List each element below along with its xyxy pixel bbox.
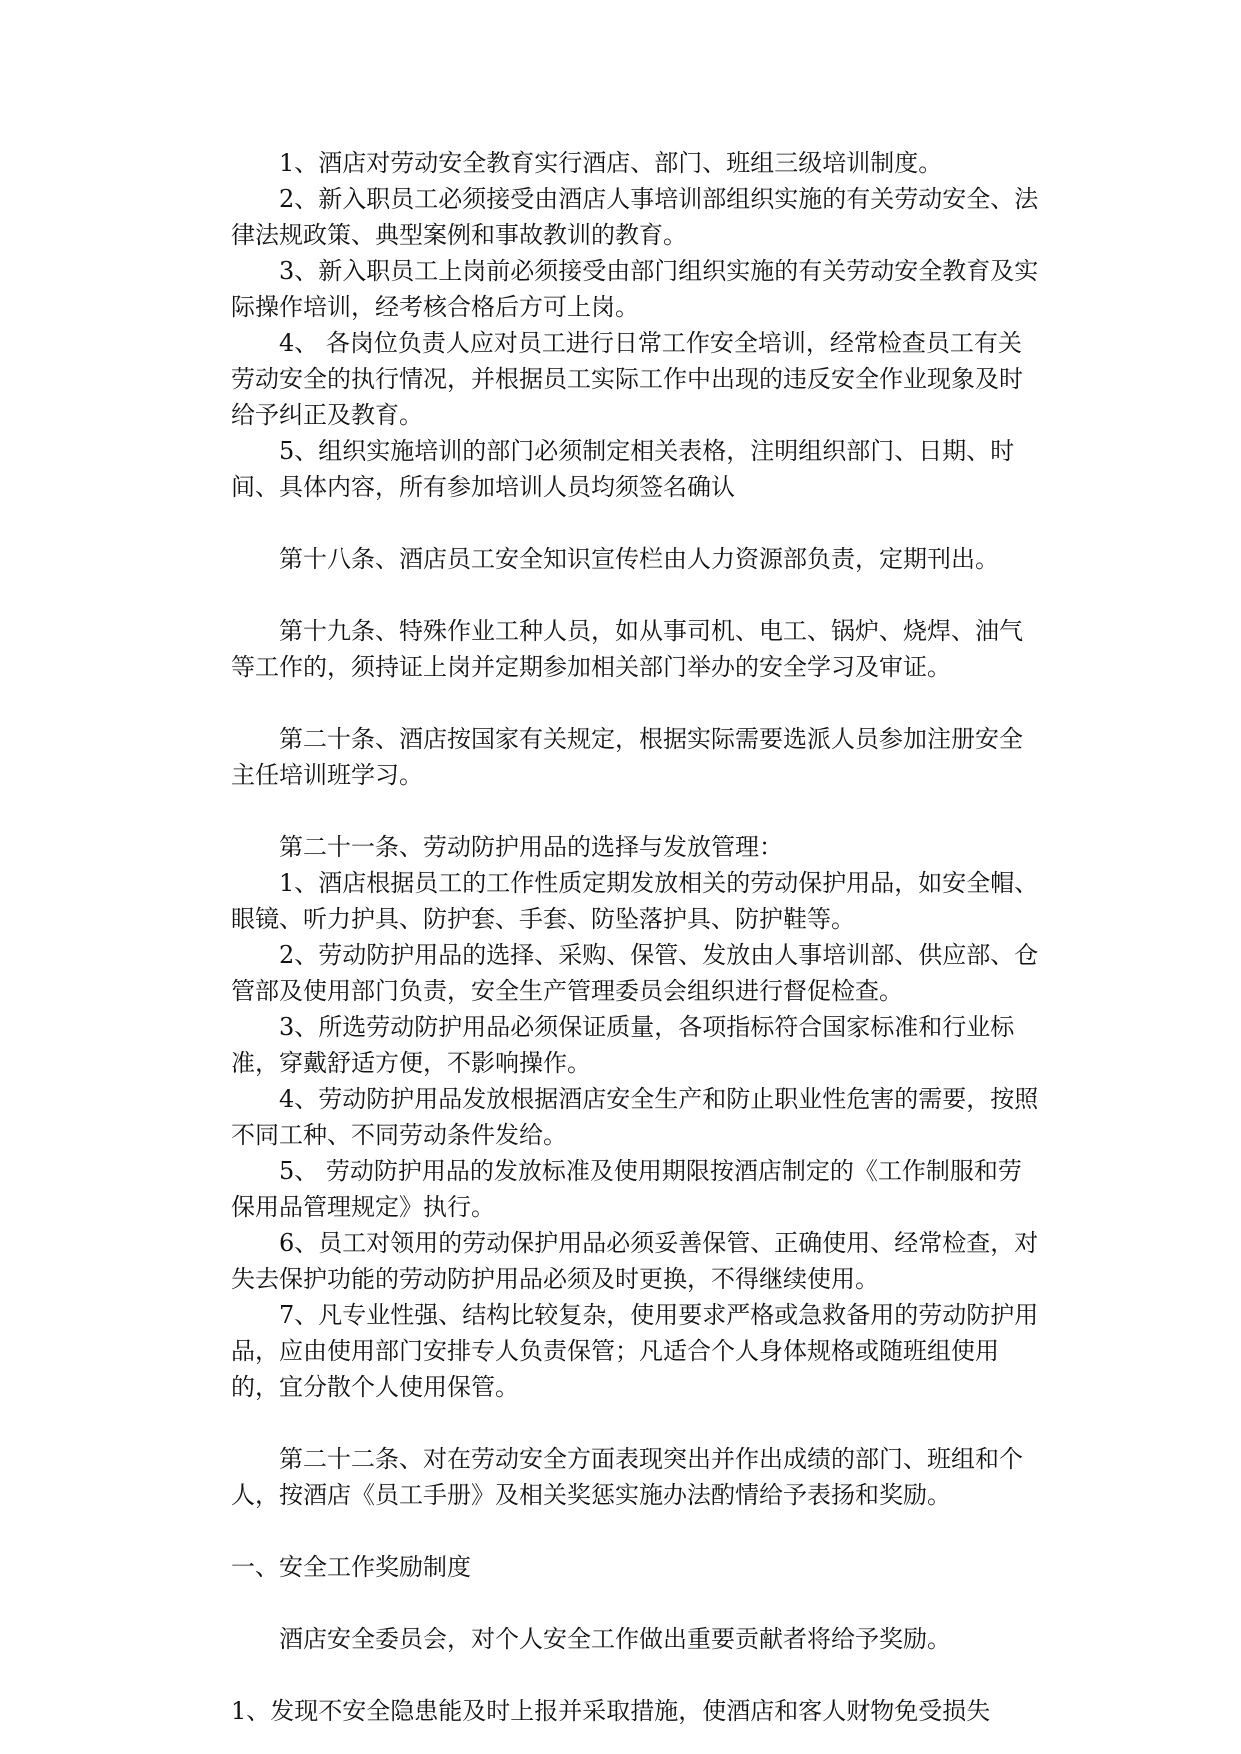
paragraph: 第二十条、酒店按国家有关规定，根据实际需要选派人员参加注册安全主任培训班学习。 (231, 725, 1023, 789)
paragraph: 第二十二条、对在劳动安全方面表现突出并作出成绩的部门、班组和个人，按酒店《员工手册》及相关奖惩实施办法酌情给予表扬和奖励。 (231, 1445, 1023, 1509)
paragraph: 1、发现不安全隐患能及时上报并采取措施，使酒店和客人财物免受损失 (231, 1697, 991, 1725)
document-body (231, 145, 1041, 1729)
paragraph-spacer (231, 505, 1041, 541)
paragraph-spacer (231, 793, 1041, 829)
paragraph: 第十八条、酒店员工安全知识宣传栏由人力资源部负责，定期刊出。 (279, 545, 999, 573)
paragraph: 1、酒店根据员工的工作性质定期发放相关的劳动保护用品，如安全帽、眼镜、听力护具、防护套、手套、防坠落护具、防护鞋等。 (231, 869, 1039, 933)
paragraph-spacer (231, 577, 1041, 613)
paragraph: 5、组织实施培训的部门必须制定相关表格，注明组织部门、日期、时间、具体内容，所有参加培训人员均须签名确认 (231, 437, 1015, 501)
paragraph: 4、 各岗位负责人应对员工进行日常工作安全培训，经常检查员工有关劳动安全的执行情况，并根据员工实际工作中出现的违反安全作业现象及时给予纠正及教育。 (231, 329, 1023, 429)
paragraph-spacer (231, 1585, 1041, 1621)
paragraph-spacer (231, 685, 1041, 721)
paragraph-spacer (231, 1513, 1041, 1549)
paragraph: 4、劳动防护用品发放根据酒店安全生产和防止职业性危害的需要，按照不同工种、不同劳动条件发给。 (231, 1085, 1039, 1149)
paragraph: 一、安全工作奖励制度 (231, 1553, 471, 1581)
paragraph-spacer (231, 1657, 1041, 1693)
paragraph: 3、新入职员工上岗前必须接受由部门组织实施的有关劳动安全教育及实际操作培训，经考核合格后方可上岗。 (231, 257, 1039, 321)
paragraph: 2、新入职员工必须接受由酒店人事培训部组织实施的有关劳动安全、法律法规政策、典型案例和事故教训的教育。 (231, 185, 1039, 249)
paragraph: 第二十一条、劳动防护用品的选择与发放管理： (279, 833, 783, 861)
paragraph-spacer (231, 1405, 1041, 1441)
paragraph: 7、凡专业性强、结构比较复杂，使用要求严格或急救备用的劳动防护用品，应由使用部门安排专人负责保管；凡适合个人身体规格或随班组使用的，宜分散个人使用保管。 (231, 1301, 1039, 1401)
paragraph: 6、员工对领用的劳动保护用品必须妥善保管、正确使用、经常检查，对失去保护功能的劳动防护用品必须及时更换，不得继续使用。 (231, 1229, 1039, 1293)
paragraph: 酒店安全委员会，对个人安全工作做出重要贡献者将给予奖励。 (279, 1625, 951, 1653)
paragraph: 2、劳动防护用品的选择、采购、保管、发放由人事培训部、供应部、仓管部及使用部门负责，安全生产管理委员会组织进行督促检查。 (231, 941, 1039, 1005)
paragraph: 5、 劳动防护用品的发放标准及使用期限按酒店制定的《工作制服和劳保用品管理规定》执行。 (231, 1157, 1022, 1221)
paragraph: 1、酒店对劳动安全教育实行酒店、部门、班组三级培训制度。 (279, 149, 943, 177)
paragraph: 3、所选劳动防护用品必须保证质量，各项指标符合国家标准和行业标准，穿戴舒适方便，不影响操作。 (231, 1013, 1015, 1077)
paragraph: 第十九条、特殊作业工种人员，如从事司机、电工、锅炉、烧焊、油气等工作的，须持证上岗并定期参加相关部门举办的安全学习及审证。 (231, 617, 1023, 681)
